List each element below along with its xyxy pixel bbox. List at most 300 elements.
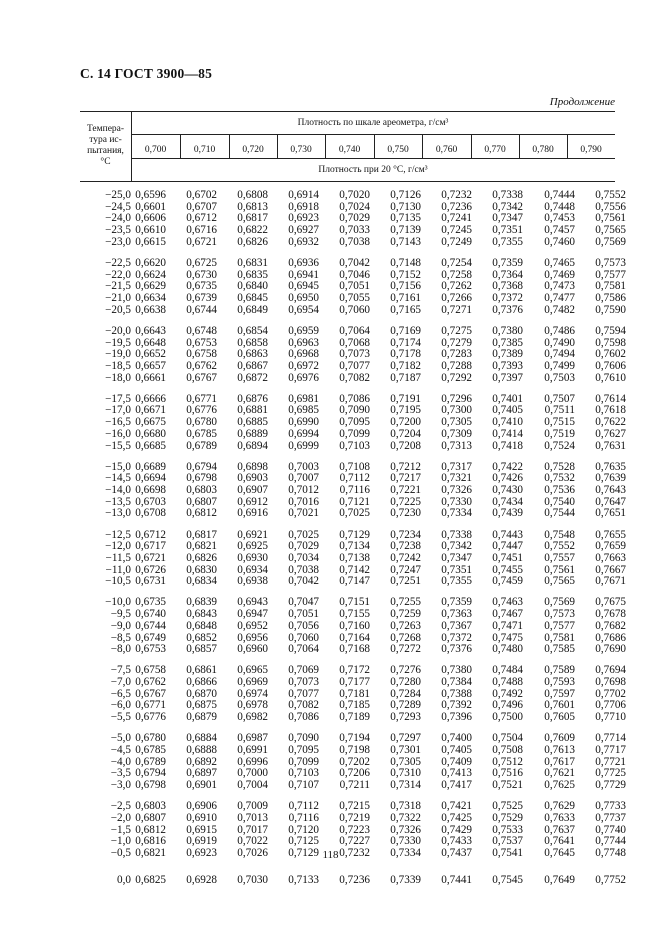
density-cell: 0,7347 [492,212,523,225]
density-cell: 0,7347 [441,551,472,564]
density-cell: 0,7473 [544,280,575,293]
density-cell: 0,6694 [135,472,166,485]
density-cell: 0,7020 [339,189,370,201]
density-cell: 0,7152 [390,268,421,281]
density-cell: 0,7051 [288,608,319,621]
density-cell: 0,7077 [339,359,370,372]
density-cell: 0,6749 [135,631,166,644]
density-cell: 0,7249 [441,235,472,248]
temperature-cell: −5,0 [110,732,131,745]
density-cell: 0,6835 [237,268,268,281]
density-cell: 0,7318 [390,800,421,813]
density-cell: 0,6840 [237,280,268,293]
density-cell: 0,7259 [390,608,421,621]
density-cell: 0,6848 [186,619,217,632]
density-cell: 0,7425 [441,811,472,824]
density-cell: 0,7133 [288,874,319,886]
temperature-cell: 0,0 [117,874,131,886]
density-cell: 0,7573 [544,608,575,621]
density-cell: 0,7388 [441,687,472,700]
density-cell: 0,7448 [544,200,575,213]
density-cell: 0,7099 [288,755,319,768]
table-row [80,472,626,485]
density-cell: 0,6826 [237,235,268,248]
density-20c-header: Плотность при 20 °С, г/см³ [318,165,428,175]
table-row [80,303,626,316]
density-cell: 0,7038 [339,235,370,248]
density-cell: 0,7512 [492,755,523,768]
density-cell: 0,7389 [492,348,523,361]
density-cell: 0,7305 [390,755,421,768]
density-cell: 0,6685 [135,439,166,452]
density-cell: 0,7042 [288,575,319,588]
density-cell: 0,7602 [595,348,626,361]
density-cell: 0,7116 [288,811,319,824]
density-cell: 0,7598 [595,336,626,349]
density-cell: 0,7504 [492,732,523,745]
density-cell: 0,6956 [237,631,268,644]
density-cell: 0,7405 [441,743,472,756]
density-cell: 0,7326 [441,484,472,496]
density-cell: 0,7258 [441,268,472,281]
density-cell: 0,6703 [135,495,166,508]
density-cell: 0,7016 [288,495,319,508]
density-cell: 0,6990 [288,416,319,429]
table-row [80,711,626,724]
density-cell: 0,7112 [339,472,370,485]
density-cell: 0,7301 [390,743,421,756]
density-cell: 0,7262 [441,280,472,293]
density-cell: 0,7422 [492,460,523,473]
density-cell: 0,7397 [492,371,523,384]
density-cell: 0,7086 [339,392,370,405]
density-cell: 0,7748 [595,846,626,859]
density-cell: 0,7189 [339,711,370,724]
density-cell: 0,7247 [390,563,421,576]
density-cell: 0,7418 [492,439,523,452]
density-cell: 0,6907 [237,484,268,496]
density-cell: 0,7429 [441,823,472,836]
density-cell: 0,7529 [492,811,523,824]
density-cell: 0,7492 [492,687,523,700]
density-cell: 0,7090 [339,404,370,417]
table-row [80,495,626,508]
density-cell: 0,7025 [288,528,319,541]
density-cell: 0,7129 [288,846,319,859]
density-cell: 0,6930 [237,551,268,564]
density-cell: 0,7310 [390,767,421,780]
density-cell: 0,6892 [186,755,217,768]
density-cell: 0,7195 [390,404,421,417]
density-cell: 0,6885 [237,416,268,429]
density-cell: 0,7663 [595,551,626,564]
density-cell: 0,7000 [237,767,268,780]
density-cell: 0,7004 [237,779,268,791]
density-cell: 0,6965 [237,664,268,677]
density-cell: 0,7557 [544,551,575,564]
density-cell: 0,7200 [390,416,421,429]
density-cell: 0,7251 [390,575,421,588]
density-cell: 0,6985 [288,404,319,417]
temperature-cell: −18,0 [105,371,131,384]
temperature-cell: −17,0 [105,404,131,417]
density-cell: 0,7439 [492,507,523,520]
density-cell: 0,7288 [441,359,472,372]
table-row [80,540,626,553]
density-cell: 0,6954 [288,303,319,316]
table-row [80,767,626,780]
density-cell: 0,7029 [339,212,370,225]
density-cell: 0,7421 [441,800,472,813]
density-cell: 0,6925 [237,540,268,553]
density-cell: 0,6735 [186,280,217,293]
table-row [80,755,626,768]
density-cell: 0,7594 [595,324,626,337]
density-cell: 0,7490 [544,336,575,349]
density-cell: 0,7459 [492,575,523,588]
density-cell: 0,7156 [390,280,421,293]
density-cell: 0,7082 [339,371,370,384]
density-cell: 0,6812 [135,823,166,836]
density-cell: 0,7046 [339,268,370,281]
density-cell: 0,6963 [288,336,319,349]
density-cell: 0,7177 [339,676,370,688]
density-cell: 0,7107 [288,779,319,791]
density-cell: 0,7322 [390,811,421,824]
density-cell: 0,7702 [595,687,626,700]
density-cell: 0,7641 [544,835,575,848]
density-cell: 0,6767 [186,371,217,384]
density-cell: 0,6889 [237,427,268,440]
density-cell: 0,6884 [186,732,217,745]
table-top-rule [80,111,615,112]
density-cell: 0,6854 [237,324,268,337]
density-cell: 0,7223 [339,823,370,836]
temperature-cell: −2,0 [110,811,131,824]
density-cell: 0,7355 [492,235,523,248]
density-cell: 0,7116 [339,484,370,496]
density-cell: 0,6780 [135,732,166,745]
table-row [80,743,626,756]
density-cell: 0,7148 [390,256,421,269]
density-cell: 0,6972 [288,359,319,372]
temp-header-line: Темпера- [86,124,125,134]
density-cell: 0,6798 [186,472,217,485]
density-cell: 0,7125 [288,835,319,848]
density-cell: 0,6861 [186,664,217,677]
density-cell: 0,7372 [492,292,523,304]
density-cell: 0,7187 [390,371,421,384]
density-cell: 0,7317 [441,460,472,473]
density-cell: 0,7577 [595,268,626,281]
density-cell: 0,6982 [237,711,268,724]
density-cell: 0,7569 [595,235,626,248]
density-cell: 0,7112 [288,800,319,813]
density-cell: 0,7426 [492,472,523,485]
density-cell: 0,7494 [544,348,575,361]
density-cell: 0,7026 [237,846,268,859]
density-cell: 0,7409 [441,755,472,768]
density-cell: 0,7606 [595,359,626,372]
density-cell: 0,6976 [288,371,319,384]
density-cell: 0,6903 [237,472,268,485]
density-cell: 0,7414 [492,427,523,440]
density-cell: 0,7293 [390,711,421,724]
density-cell: 0,7219 [339,811,370,824]
density-cell: 0,7292 [441,371,472,384]
density-cell: 0,7182 [390,359,421,372]
density-cell: 0,6867 [237,359,268,372]
density-cell: 0,7064 [288,643,319,656]
density-cell: 0,7165 [390,303,421,316]
density-cell: 0,7309 [441,427,472,440]
density-cell: 0,7334 [390,846,421,859]
density-cell: 0,6987 [237,732,268,745]
density-cell: 0,6901 [186,779,217,791]
density-cell: 0,6735 [135,596,166,609]
column-header: 0,720 [242,145,264,155]
density-cell: 0,6771 [135,699,166,712]
density-cell: 0,7706 [595,699,626,712]
density-cell: 0,6785 [135,743,166,756]
density-cell: 0,7533 [492,823,523,836]
density-cell: 0,6857 [186,643,217,656]
density-cell: 0,7463 [492,596,523,609]
density-cell: 0,6721 [135,551,166,564]
density-cell: 0,7056 [288,619,319,632]
density-cell: 0,7499 [544,359,575,372]
temperature-cell: −6,0 [110,699,131,712]
density-cell: 0,6994 [288,427,319,440]
temperature-cell: −5,5 [110,711,131,724]
density-cell: 0,7169 [390,324,421,337]
density-cell: 0,6716 [186,224,217,237]
temperature-cell: −9,5 [110,608,131,621]
density-cell: 0,6634 [135,292,166,304]
table-row [80,608,626,621]
density-cell: 0,7232 [441,189,472,201]
density-cell: 0,6936 [288,256,319,269]
density-cell: 0,7671 [595,575,626,588]
density-cell: 0,6981 [288,392,319,405]
density-cell: 0,7338 [441,528,472,541]
density-cell: 0,7268 [390,631,421,644]
column-header: 0,750 [387,145,409,155]
density-cell: 0,6675 [135,416,166,429]
density-cell: 0,7142 [339,563,370,576]
temperature-cell: −13,5 [105,495,131,508]
density-cell: 0,6950 [288,292,319,304]
density-cell: 0,7536 [544,484,575,496]
density-cell: 0,7009 [237,800,268,813]
table-row [80,324,626,337]
density-cell: 0,7202 [339,755,370,768]
temperature-cell: −8,0 [110,643,131,656]
density-cell: 0,6698 [135,484,166,496]
density-cell: 0,7622 [595,416,626,429]
density-cell: 0,7330 [441,495,472,508]
table-row [80,779,626,791]
density-cell: 0,7457 [544,224,575,237]
density-cell: 0,7561 [544,563,575,576]
density-cell: 0,6648 [135,336,166,349]
density-cell: 0,7659 [595,540,626,553]
density-cell: 0,6996 [237,755,268,768]
density-cell: 0,6643 [135,324,166,337]
density-cell: 0,6858 [237,336,268,349]
density-cell: 0,7042 [339,256,370,269]
temperature-cell: −3,0 [110,779,131,791]
density-cell: 0,7717 [595,743,626,756]
table-row [80,392,626,405]
density-cell: 0,7135 [390,212,421,225]
temperature-cell: −12,5 [105,528,131,541]
density-cell: 0,6666 [135,392,166,405]
density-cell: 0,7508 [492,743,523,756]
density-cell: 0,7455 [492,563,523,576]
density-cell: 0,7204 [390,427,421,440]
density-cell: 0,6934 [237,563,268,576]
density-cell: 0,7230 [390,507,421,520]
density-cell: 0,7051 [339,280,370,293]
density-cell: 0,7577 [544,619,575,632]
density-cell: 0,7055 [339,292,370,304]
density-cell: 0,7740 [595,823,626,836]
table-row [80,371,626,384]
density-cell: 0,6776 [186,404,217,417]
density-cell: 0,7164 [339,631,370,644]
density-cell: 0,6945 [288,280,319,293]
density-cell: 0,7025 [339,507,370,520]
density-cell: 0,7030 [237,874,268,886]
density-cell: 0,6689 [135,460,166,473]
density-cell: 0,6740 [135,608,166,621]
density-cell: 0,7139 [390,224,421,237]
column-header: 0,780 [532,145,554,155]
density-cell: 0,6739 [186,292,217,304]
density-cell: 0,7401 [492,392,523,405]
density-cell: 0,7460 [544,235,575,248]
density-cell: 0,6969 [237,676,268,688]
density-cell: 0,6870 [186,687,217,700]
temperature-cell: −12,0 [105,540,131,553]
table-row [80,631,626,644]
density-cell: 0,7511 [544,404,575,417]
density-cell: 0,7561 [595,212,626,225]
density-cell: 0,6821 [135,846,166,859]
density-cell: 0,6830 [186,563,217,576]
column-header: 0,730 [290,145,312,155]
density-cell: 0,6825 [135,874,166,886]
density-cell: 0,7013 [237,811,268,824]
table-row [80,256,626,269]
table-row [80,823,626,836]
density-cell: 0,7417 [441,779,472,791]
density-cell: 0,6707 [186,200,217,213]
density-cell: 0,6923 [186,846,217,859]
density-cell: 0,7480 [492,643,523,656]
density-cell: 0,7120 [288,823,319,836]
density-cell: 0,7194 [339,732,370,745]
temperature-cell: −23,5 [105,224,131,237]
density-cell: 0,7359 [492,256,523,269]
density-cell: 0,7172 [339,664,370,677]
density-cell: 0,7206 [339,767,370,780]
density-cell: 0,7645 [544,846,575,859]
density-cell: 0,6780 [186,416,217,429]
density-cell: 0,7241 [441,212,472,225]
density-cell: 0,7581 [544,631,575,644]
density-cell: 0,7556 [595,200,626,213]
temp-header-line: °С [100,157,111,167]
density-cell: 0,6620 [135,256,166,269]
density-cell: 0,7129 [339,528,370,541]
density-cell: 0,7532 [544,472,575,485]
density-cell: 0,6803 [186,484,217,496]
density-cell: 0,7022 [237,835,268,848]
table-row [80,811,626,824]
density-cell: 0,7434 [492,495,523,508]
density-cell: 0,7528 [544,460,575,473]
density-cell: 0,7625 [544,779,575,791]
density-cell: 0,7245 [441,224,472,237]
density-cell: 0,7618 [595,404,626,417]
density-cell: 0,7443 [492,528,523,541]
density-cell: 0,7355 [441,575,472,588]
density-cell: 0,7090 [288,732,319,745]
density-cell: 0,6657 [135,359,166,372]
temperature-cell: −10,5 [105,575,131,588]
table-row [80,460,626,473]
density-cell: 0,7714 [595,732,626,745]
density-cell: 0,7126 [390,189,421,201]
density-cell: 0,7471 [492,619,523,632]
density-cell: 0,6748 [186,324,217,337]
density-cell: 0,7342 [492,200,523,213]
temperature-cell: −18,5 [105,359,131,372]
table-row [80,835,626,848]
density-cell: 0,6807 [186,495,217,508]
density-cell: 0,6624 [135,268,166,281]
density-cell: 0,7441 [441,874,472,886]
density-cell: 0,7029 [288,540,319,553]
density-cell: 0,6753 [135,643,166,656]
density-cell: 0,7605 [544,711,575,724]
density-cell: 0,6822 [237,224,268,237]
density-cell: 0,7609 [544,732,575,745]
density-cell: 0,6730 [186,268,217,281]
density-cell: 0,6731 [135,575,166,588]
column-header: 0,770 [484,145,506,155]
density-cell: 0,7236 [441,200,472,213]
density-cell: 0,7678 [595,608,626,621]
density-cell: 0,7613 [544,743,575,756]
density-cell: 0,7368 [492,280,523,293]
density-cell: 0,7334 [441,507,472,520]
density-cell: 0,7488 [492,676,523,688]
temperature-cell: −1,0 [110,835,131,848]
density-cell: 0,6717 [135,540,166,553]
density-cell: 0,7675 [595,596,626,609]
density-cell: 0,6910 [186,811,217,824]
density-cell: 0,7500 [492,711,523,724]
density-cell: 0,6875 [186,699,217,712]
density-cell: 0,7367 [441,619,472,632]
density-cell: 0,7521 [492,779,523,791]
table-row [80,732,626,745]
density-cell: 0,7321 [441,472,472,485]
density-cell: 0,7413 [441,767,472,780]
